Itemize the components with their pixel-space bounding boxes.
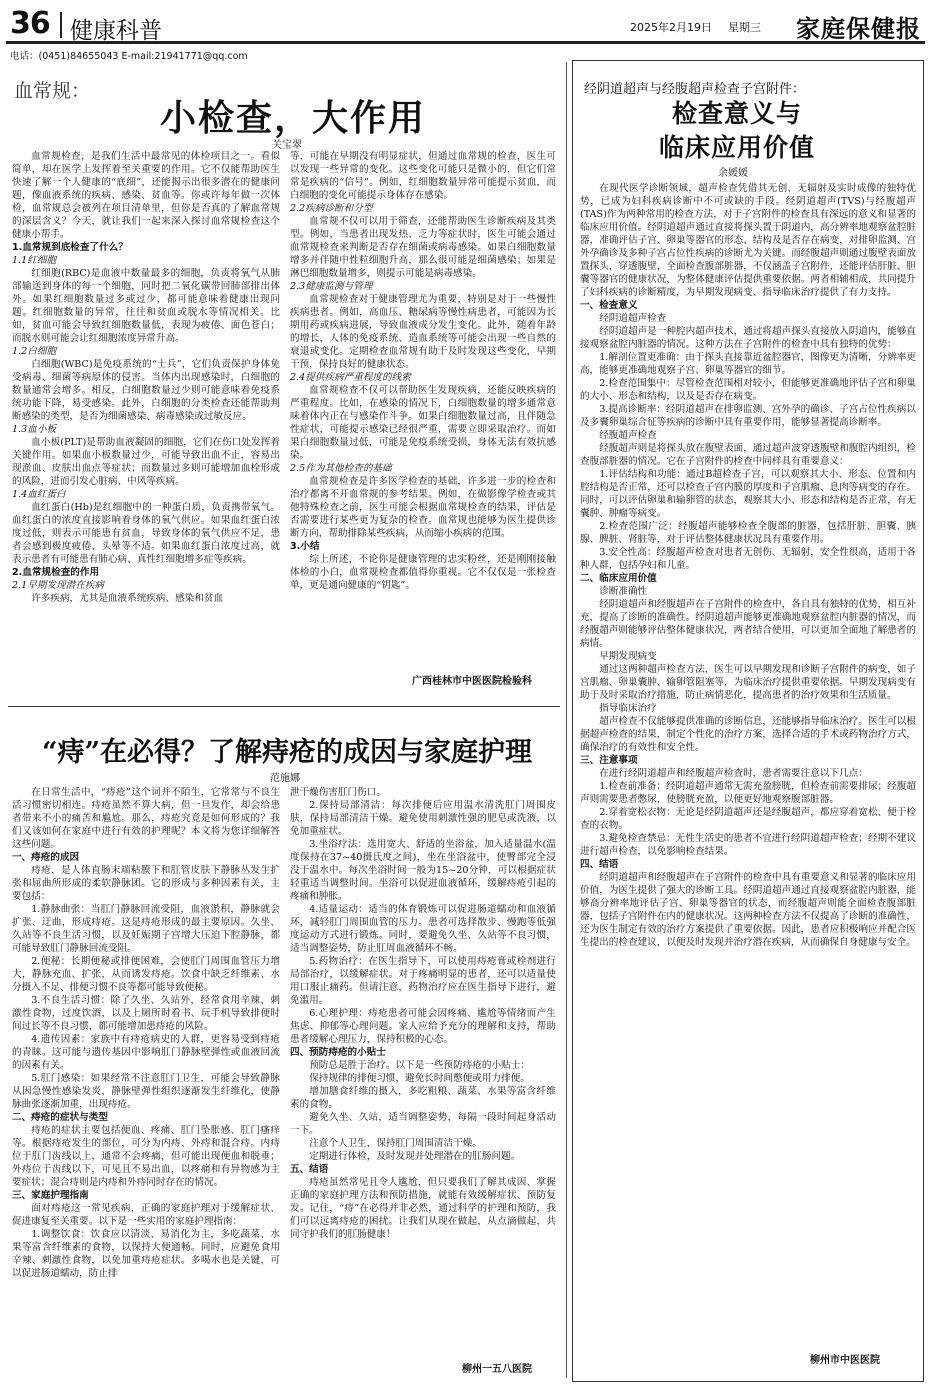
paragraph: 经腹超声则是将探头放在腹壁表面，通过超声波穿透腹壁和腹腔内组织，检查腹部脏器的情况。它在子宫附件的检查中同样具有重要意义： (580, 443, 916, 467)
paragraph: 注意个人卫生，保持肛门周围清洁干燥。 (309, 1138, 482, 1149)
article2-author: 范施娜 (270, 773, 300, 784)
subsection-heading: 早期发现病变 (599, 651, 657, 662)
subsection-heading: 2.4提供疾病严重程度的线索 (290, 372, 411, 383)
page-number: 36 (10, 6, 50, 41)
article3-affiliation: 柳州市中医医院 (810, 1355, 880, 1366)
subsection-heading: 诊断准确性 (599, 586, 648, 597)
paragraph: 面对痔疮这一常见疾病，正确的家庭护理对于缓解症状、促进康复至关重要。以下是一些实用的家庭护理指南： (12, 1203, 280, 1227)
paragraph: 红细胞(RBC)是血液中数量最多的细胞，负责将氧气从肺部输送到身体的每一个细胞，同时把二氧化碳带回肺部排出体外。如果红细胞数量过多或过少，都可能意味着健康出现问题。红细胞数量的异常，往往和贫血或脱水等情况相关。比如，贫血可能会导致红细胞数量低，表现为疲倦、面色苍白；而脱水则可能会让红细胞浓度异常升高。 (12, 268, 280, 344)
article2-title: “痔”在必得？了解痔疮的成因与家庭护理 (42, 737, 533, 768)
paragraph: 血常规检查，是我们生活中最常见的体检项目之一。看似简单，却在医学上发挥着至关重要的作用。它不仅能帮助医生快速了解一个人健康的“底细”，还能揭示出很多潜在的健康问题，像血液系统的疾病、感染、贫血等。你或许每年做一次体检，血常规总会被列在项目清单里，但你是否真的了解血常规的深层含义？今天，就让我们一起来深入探讨血常规检查这个健康小帮手。 (12, 151, 280, 240)
paragraph: 2.保持局部清洁：每次排便后应用温水清洗肛门周围皮肤，保持局部清洁干燥。避免使用刺激性强的肥皂或洗液，以免加重症状。 (290, 800, 556, 837)
paragraph: 5.肛门感染：如果经常不注意肛门卫生，可能会导致静脉从因急慢性感染发炎，静脉壁弹性组织逐渐发生纤维化，使静脉曲张逐渐加重，出现痔疮。 (12, 1073, 280, 1110)
paragraph: 血常规检查不仅可以帮助医生发现疾病，还能反映疾病的严重程度。比如，在感染的情况下，白细胞数量的增多通常意味着体内正在与感染作斗争。如果白细胞数量过高，且伴随急性症状，可能提示感染已经很严重，需要立即采取治疗。而如果白细胞数量过低，可能是免疫系统受损，身体无法有效抗感染。 (290, 385, 556, 461)
paragraph: 2.检查范围集中：尽管检查范围相对较小，但能够更准确地评估子宫和卵巢的大小、形态和结构，以及是否存在病变。 (580, 378, 916, 402)
paragraph: 血常规不仅可以用于筛查，还能帮助医生诊断疾病及其类型。例如，当患者出现发热、乏力等症状时，医生可能会通过血常规检查来判断是否存在细菌或病毒感染。如果白细胞数量增多并伴随中性粒细胞升高，那么很可能是细菌感染；如果是淋巴细胞数量增多，则提示可能是病毒感染。 (290, 216, 556, 279)
paragraph: 2.穿着宽松衣物：无论是经阴道超声还是经腹超声，都应穿着宽松、便于检查的衣物。 (580, 807, 916, 831)
section-name: 健康科普 (70, 18, 162, 44)
paragraph: 4.适量运动：适当的体育锻炼可以促进肠道蠕动和血液循环，减轻肛门周围血管的压力。患者可选择散步、慢跑等低强度运动方式进行锻炼。同时，要避免久坐、久站等不良习惯，适当调整姿势，防止肛周血液循环不畅。 (290, 904, 556, 954)
subsection-heading: 1.3血小板 (12, 424, 57, 435)
section-heading: 二、临床应用价值 (580, 573, 657, 584)
issue-date: 2025年2月19日 (630, 21, 712, 34)
article3-kicker: 经阴道超声与经腹超声检查子宫附件： (584, 82, 806, 97)
article1-author: 关宝翠 (272, 140, 302, 151)
paragraph: 痔疮的症状主要包括便血、疼痛、肛门坠胀感、肛门瘙痒等。根据痔疮发生的部位，可分为内痔、外痔和混合痔。内痔位于肛门齿线以上，通常不会疼痛，但可能出现便血和脱垂；外痔位于齿线以下，可见且不易出血，以疼痛和有异物感为主要症状；混合痔则是内痔和外痔同时存在的情况。 (12, 1125, 280, 1188)
masthead (6, 6, 925, 44)
article3-body (580, 182, 916, 1342)
paragraph: 3.坐浴疗法：选用宽大、舒适的坐浴盆，加入适量温水(温度保持在37~40摄氏度之间)，坐在坐浴盆中，使臀部完全浸没于温水中。每次坐浴时间一般为15~20分钟，可以根据症状轻重适当调整时间。坐浴可以促进血液循环，缓解痔疮引起的疼痛和肿胀。 (290, 839, 556, 902)
paragraph: 增加膳食纤维的摄入，多吃粗粮、蔬菜、水果等富含纤维素的食物。 (290, 1086, 556, 1110)
article3-title-line1: 检查意义与 (672, 99, 803, 128)
subsection-heading: 1.1红细胞 (12, 255, 57, 266)
paragraph: 1.静脉曲张：当肛门静脉回流受阻，血液淤积，静脉就会扩张、迂曲，形成痔疮。这是痔疮形成的最主要原因。久坐、久站等不良生活习惯，以及妊娠期子宫增大压迫下腔静脉，都可能导致肛门静脉回流受阻。 (12, 904, 280, 954)
paragraph: 痔疮虽然常见且令人尴尬，但只要我们了解其成因、掌握正确的家庭护理方法和预防措施，就能有效缓解症状、预防复发。记住，“痔”在必得并非必然，通过科学的护理和预防，我们可以远离痔疮的困扰。让我们从现在做起，从点滴做起，共同守护我们的肛肠健康！ (290, 1177, 556, 1240)
paragraph: 3.不良生活习惯：除了久坐、久站外，经常食用辛辣、刺激性食物，过度饮酒，以及上厕所时看书、玩手机导致排便时间过长等不良习惯，都可能增加患痔疮的风险。 (12, 995, 280, 1032)
paragraph: 2.检查范围广泛：经腹超声能够检查全腹部的脏器，包括肝脏、胆囊、胰腺、脾脏、肾脏等，对于评估整体健康状况具有重要作用。 (580, 521, 916, 545)
section-heading: 3.小结 (290, 541, 320, 552)
paragraph: 1.调整饮食：饮食应以清淡、易消化为主，多吃蔬菜、水果等富含纤维素的食物，以保持大便通畅。同时，应避免食用辛辣、刺激性食物，以免加重痔疮症状。多喝水也是关键，可以促进肠道蠕动，防止排 (12, 1229, 280, 1279)
newspaper-name: 家庭保健报 (796, 14, 921, 43)
article2-affiliation: 柳州一五八医院 (462, 1364, 532, 1375)
paragraph: 5.药物治疗：在医生指导下，可以使用痔疮膏或栓剂进行局部治疗，以缓解症状。对于疼痛明显的患者，还可以适量使用口服止痛药。但请注意，药物治疗应在医生指导下进行，避免滥用。 (290, 956, 556, 1006)
issue-weekday: 星期三 (728, 21, 761, 34)
section-heading: 五、结语 (290, 1164, 329, 1175)
article1-affiliation: 广西桂林市中医医院检验科 (412, 676, 532, 687)
contact-line: 电话：(0451)84655043 E-mail:21941771@qq.com (10, 51, 248, 62)
article3-author: 余媛媛 (718, 168, 748, 179)
paragraph: 避免久坐、久站，适当调整姿势，每隔一段时间起身活动一下。 (290, 1112, 556, 1136)
paragraph: 白细胞(WBC)是免疫系统的“士兵”，它们负责保护身体免受病毒、细菌等病原体的侵害。当体内出现感染时，白细胞的数量通常会增多。相反，白细胞数量过少则可能意味着免疫系统功能下降，易受感染。此外，白细胞的分类检查还能帮助判断感染的类型，是否为细菌感染、病毒感染或过敏反应。 (12, 359, 280, 422)
paragraph: 等，可能在早期没有明显症状，但通过血常规的检查，医生可以发现一些异常的变化。这些变化可能只是微小的，但它们常常是疾病的“信号”。例如，红细胞数量异常可能提示贫血，而白细胞的变化可能提示身体存在感染。 (290, 151, 556, 201)
article-separator-rule (8, 706, 560, 707)
paragraph: 许多疾病，尤其是血液系统疾病、感染和贫血 (31, 593, 224, 604)
paragraph: 血小板(PLT)是帮助血液凝固的细胞，它们在伤口处发挥着关键作用。如果血小板数量过少，可能导致出血不止，容易出现淤血、皮肤出血点等症状；而数量过多则可能增加血栓形成的风险，进而引发心脏病、中风等疾病。 (12, 437, 280, 487)
subsection-heading: 2.3健康监测与管理 (290, 281, 373, 292)
subsection-heading: 2.1早期发现潜在疾病 (12, 580, 105, 591)
paragraph: 3.安全性高：经腹超声检查对患者无创伤、无辐射，安全性很高，适用于各种人群，包括孕妇和儿童。 (580, 547, 916, 571)
subsection-heading: 1.4血红蛋白 (12, 489, 66, 500)
subsection-heading: 2.2疾病诊断和分型 (290, 203, 373, 214)
subsection-heading: 2.5作为其他检查的基础 (290, 463, 392, 474)
article1-body-left (12, 150, 280, 700)
section-heading: 1.血常规到底检查了什么？ (12, 242, 128, 253)
paragraph: 痔疮，是人体直肠末端粘膜下和肛管皮肤下静脉丛发生扩张和屈曲所形成的柔软静脉团。它的形成与多种因素有关，主要包括： (12, 865, 280, 902)
paragraph: 经阴道超声是一种腔内超声技术，通过将超声探头直接放入阴道内，能够直接观察盆腔内脏器的情况。这种方法在子宫附件的检查中具有独特的优势： (580, 326, 916, 350)
paragraph: 血常规检查是许多医学检查的基础，许多进一步的检查和治疗都离不开血常规的参考结果。例如，在做影像学检查或其他特殊检查之前，医生可能会根据血常规检查的结果，评估是否需要进行某些更为复杂的检查。血常规也能够为医生提供诊断方向，帮助排除某些疾病，从而缩小疾病的范围。 (290, 476, 556, 539)
article1-kicker: 血常规： (14, 80, 91, 102)
paragraph: 在进行经阴道超声和经腹超声检查时，患者需要注意以下几点： (599, 768, 868, 779)
paragraph: 综上所述，不论你是健康管理的忠实粉丝，还是刚刚接触体检的小白，血常规检查都值得你重视。它不仅仅是一张检查单，更是通向健康的“钥匙”。 (290, 554, 556, 591)
paragraph: 3.提高诊断率：经阴道超声在排卵监测、宫外孕的确诊、子宫占位性疾病以及多囊卵巢综合征等疾病的诊断中具有重要作用，能够显著提高诊断率。 (580, 404, 916, 428)
paragraph: 经阴道超声和经腹超声在子宫附件的检查中，各自具有独特的优势，相互补充，提高了诊断的准确性。经阴道超声能够更准确地观察盆腔内脏器的情况，而经腹超声则能够评估整体健康状况，两者结合使用，可以更加全面地了解患者的病情。 (580, 599, 916, 649)
section-heading: 二、痔疮的症状与类型 (12, 1112, 108, 1123)
paragraph: 1.解剖位置更准确：由于探头直接靠近盆腔器官，图像更为清晰，分辨率更高，能够更准确地观察子宫、卵巢等器官的细节。 (580, 352, 916, 376)
article3-title-line2: 临床应用价值 (659, 133, 816, 162)
article2-body-right (290, 786, 556, 1378)
paragraph: 泄干燥伤害肛门伤口。 (290, 787, 386, 798)
paragraph: 通过这两种超声检查方法，医生可以早期发现和诊断子宫附件的病变，如子宫肌瘤、卵巢囊肿、输卵管阻塞等，为临床治疗提供重要依据。早期发现病变有助于及时采取治疗措施，防止病情恶化，提高患者的治疗效果和生活质量。 (580, 664, 916, 701)
paragraph: 预防总是胜于治疗。以下是一些预防痔疮的小贴士： (309, 1060, 530, 1071)
paragraph: 6.心理护理：痔疮患者可能会因疼痛、尴尬等情绪而产生焦虑、抑郁等心理问题。家人应给予充分的理解和支持，帮助患者缓解心理压力，保持积极的心态。 (290, 1008, 556, 1045)
paragraph: 定期进行体检，及时发现并处理潜在的肛肠问题。 (309, 1151, 521, 1162)
section-heading: 一、痔疮的成因 (12, 852, 80, 863)
section-heading: 三、家庭护理指南 (12, 1190, 89, 1201)
article1-title: 小检查，大作用 (160, 97, 427, 139)
column-divider (566, 62, 567, 1378)
subsection-heading: 经阴道超声检查 (599, 313, 667, 324)
section-heading: 2.血常规检查的作用 (12, 567, 100, 578)
paragraph: 3.避免检查禁忌：无性生活史的患者不宜进行经阴道超声检查；经期不建议进行超声检查，以免影响检查结果。 (580, 833, 916, 857)
paragraph: 血红蛋白(Hb)是红细胞中的一种蛋白质，负责携带氧气。血红蛋白的浓度直接影响着身体的氧气供应。如果血红蛋白浓度过低，则表示可能患有贫血，导致身体的氧气供应不足，患者会感到极度疲倦、头晕等不适。如果血红蛋白浓度过高，就表示患者有可能患有肺心病、真性红细胞增多症等疾病。 (12, 502, 280, 565)
paragraph: 超声检查不仅能够提供准确的诊断信息，还能够指导临床治疗。医生可以根据超声检查的结果，制定个性化的治疗方案，选择合适的手术或药物治疗方式，确保治疗的有效性和安全性。 (580, 716, 916, 753)
subsection-heading: 指导临床治疗 (599, 703, 657, 714)
paragraph: 血常规检查对于健康管理尤为重要，特别是对于一些慢性疾病患者。例如，高血压、糖尿病等慢性病患者，可能因为长期用药或疾病进展，导致血液成分发生变化。此外，随着年龄的增长，人体的免疫系统、造血系统等可能会出现一些自然的衰退或变化。定期检查血常规有助于及时发现这些变化，早期干预，保持良好的健康状态。 (290, 294, 556, 370)
section-heading: 四、结语 (580, 859, 619, 870)
article1-body-right (290, 150, 556, 680)
section-heading: 四、预防痔疮的小贴士 (290, 1047, 386, 1058)
section-heading: 三、注意事项 (580, 755, 638, 766)
paragraph: 2.便秘：长期便秘或排便困难，会使肛门周围血管压力增大，静脉充血、扩张，从而诱发痔疮。饮食中缺乏纤维素、水分摄入不足、排便习惯不良等都可能导致便秘。 (12, 956, 280, 993)
paragraph: 1.检查前准备：经阴道超声通常无需充盈膀胱，但检查前需要排尿；经腹超声则需要患者憋尿，使膀胱充盈，以便更好地观察腹部脏器。 (580, 781, 916, 805)
article2-body-left (12, 786, 280, 1378)
paragraph: 1.评估结构和功能：通过B超检查子宫，可以观察其大小、形态、位置和内腔结构是否正常，还可以检查子宫内膜的厚度和子宫肌瘤、息肉等病变的存在。同时，可以评估卵巢和输卵管的状态，观察其大小、形态和结构是否正常，有无囊肿、肿瘤等病变。 (580, 469, 916, 519)
paragraph: 4.遗传因素：家族中有痔疮病史的人群，更容易受到痔疮的青睐。这可能与遗传基因中影响肛门静脉壁弹性或血液回流的因素有关。 (12, 1034, 280, 1071)
subsection-heading: 经腹超声检查 (599, 430, 657, 441)
paragraph: 在现代医学诊断领域，超声检查凭借其无创、无辐射及实时成像的独特优势，已成为妇科疾病诊断中不可或缺的手段。经阴道超声(TVS)与经腹超声(TAS)作为两种常用的检查方法，对于子宫附件的检查具有深远的意义和显著的临床应用价值。经阴道超声通过直接将探头置于阴道内，高分辨率地观察盆腔脏器，准确评估子宫、卵巢等器官的形态、结构及是否存在病变，对排卵监测、宫外孕确诊及多种子宫占位性疾病的诊断尤为关键。而经腹超声则通过腹壁表面放置探头，穿透腹壁，全面检查腹部脏器，不仅涵盖子宫附件，还能评估肝脏、胆囊等器官的健康状况，为整体健康评估提供重要依据。两者相辅相成，共同提升了妇科疾病的诊断精度，为早期发现病变、指导临床治疗提供了有力支持。 (580, 183, 916, 298)
page-number-divider (60, 12, 62, 38)
subsection-heading: 1.2白细胞 (12, 346, 57, 357)
section-heading: 一、检查意义 (580, 300, 638, 311)
paragraph: 保持规律的排便习惯，避免长时间憋便或用力排便。 (309, 1073, 530, 1084)
paragraph: 在日常生活中，“痔疮”这个词并不陌生，它常常与不良生活习惯密切相连。痔疮虽然不算大病，但一旦发作，却会给患者带来不小的痛苦和尴尬。那么，痔疮究竟是如何形成的？我们又该如何在家庭中进行有效的护理呢？本文将为您详细解答这些问题。 (12, 787, 280, 850)
paragraph: 经阴道超声和经腹超声在子宫附件的检查中具有重要意义和显著的临床应用价值，为医生提供了强大的诊断工具。经阴道超声通过直接观察盆腔内脏器，能够高分辨率地评估子宫、卵巢等器官的状态，而经腹超声则能全面检查腹部脏器，包括子宫附件在内的健康状况。这两种检查方法不仅提高了诊断的准确性，还为医生制定有效的治疗方案提供了重要依据。因此，患者应积极响应并配合医生提出的检查建议，以便及时发现并治疗潜在疾病，从而确保自身健康与安全。 (580, 872, 916, 948)
